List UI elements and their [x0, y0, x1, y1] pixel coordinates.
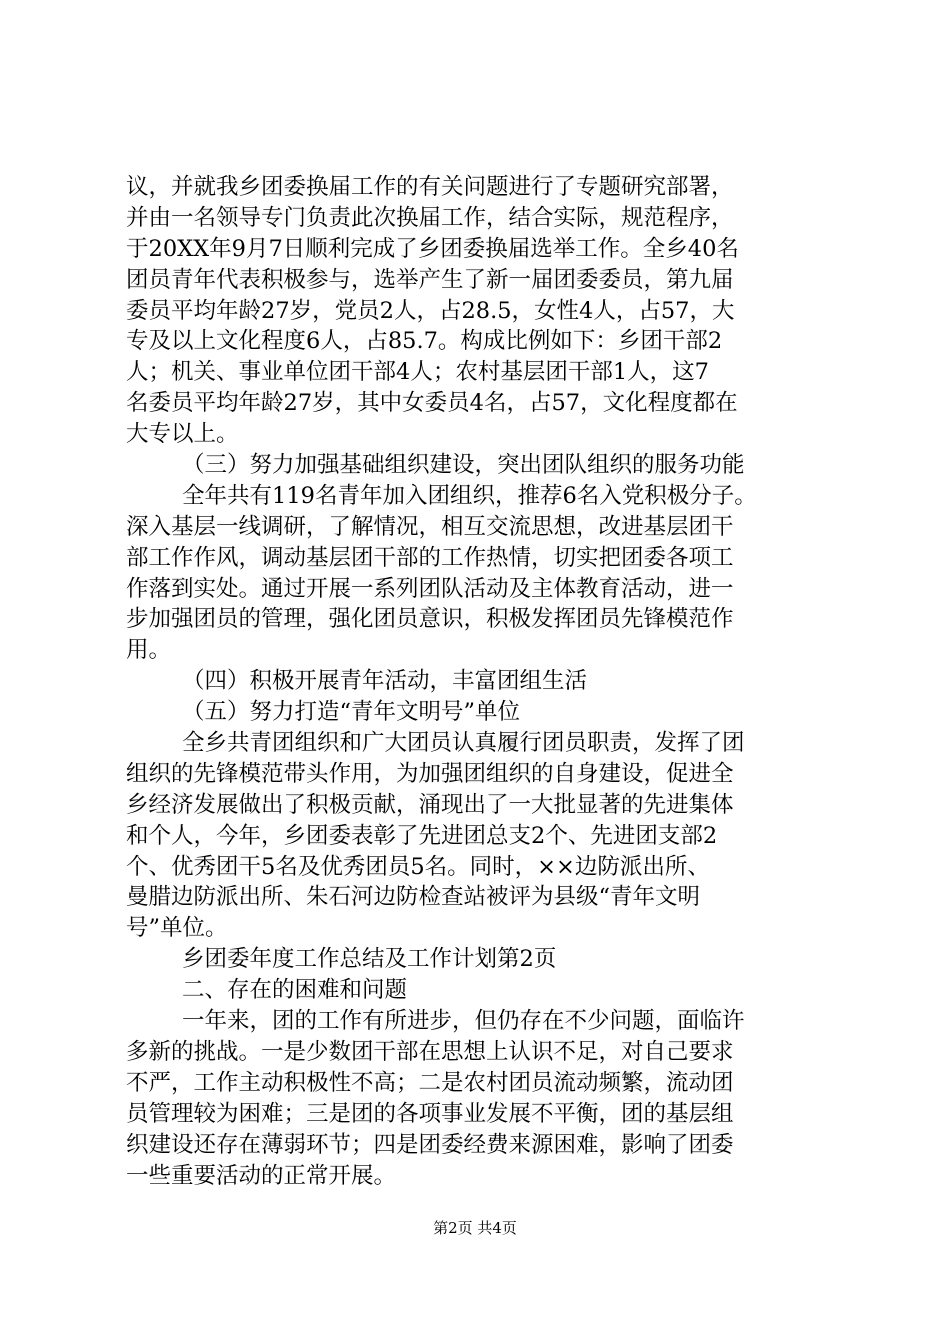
- text-line: 专及以上文化程度6人，占85.7。构成比例如下：乡团干部2: [126, 328, 723, 355]
- text-line: 不严，工作主动积极性不高；二是农村团员流动频繁，流动团: [126, 1069, 734, 1096]
- text-line: 深入基层一线调研，了解情况，相互交流思想，改进基层团干: [126, 513, 734, 540]
- document-body: [126, 172, 846, 1191]
- text-line: 织建设还存在薄弱环节；四是团委经费来源困难，影响了团委: [126, 1131, 734, 1158]
- text-line: 二、存在的困难和问题: [182, 977, 408, 1004]
- text-line: 用。: [126, 637, 172, 664]
- text-line: 号”单位。: [126, 915, 228, 942]
- text-line: （三）努力加强基础组织建设，突出团队组织的服务功能: [182, 452, 745, 479]
- text-line: 人；机关、事业单位团干部4人；农村基层团干部1人，这7: [126, 359, 709, 386]
- text-line: 议，并就我乡团委换届工作的有关问题进行了专题研究部署，: [126, 174, 734, 200]
- text-line: （五）努力打造“青年文明号”单位: [182, 699, 521, 726]
- text-line: 个、优秀团干5名及优秀团员5名。同时，××边防派出所、: [126, 853, 710, 880]
- text-line: 并由一名领导专门负责此次换届工作，结合实际，规范程序，: [126, 204, 734, 231]
- text-line: 一年来，团的工作有所进步，但仍存在不少问题，面临许: [182, 1008, 745, 1035]
- text-line: （四）积极开展青年活动，丰富团组生活: [182, 668, 588, 695]
- text-line: 名委员平均年龄27岁，其中女委员4名，占57，文化程度都在: [126, 390, 738, 417]
- text-line: 乡经济发展做出了积极贡献，涌现出了一大批显著的先进集体: [126, 791, 734, 818]
- text-line: 一些重要活动的正常开展。: [126, 1162, 397, 1189]
- text-line: 于20XX年9月7日顺利完成了乡团委换届选举工作。全乡40名: [126, 235, 739, 262]
- text-line: 乡团委年度工作总结及工作计划第2页: [182, 946, 557, 973]
- text-line: 作落到实处。通过开展一系列团队活动及主体教育活动，进一: [126, 575, 734, 602]
- text-line: 步加强团员的管理，强化团员意识，积极发挥团员先锋模范作: [126, 606, 734, 633]
- text-line: 团员青年代表积极参与，选举产生了新一届团委委员，第九届: [126, 266, 734, 293]
- text-line: 部工作作风，调动基层团干部的工作热情，切实把团委各项工: [126, 544, 734, 571]
- text-line: 全乡共青团组织和广大团员认真履行团员职责，发挥了团: [182, 730, 745, 757]
- text-line: 大专以上。: [126, 421, 239, 448]
- text-line: 组织的先锋模范带头作用，为加强团组织的自身建设，促进全: [126, 760, 734, 787]
- text-line: 多新的挑战。一是少数团干部在思想上认识不足，对自己要求: [126, 1038, 734, 1065]
- text-line: 全年共有119名青年加入团组织，推荐6名入党积极分子。: [182, 482, 757, 509]
- text-line: 曼腊边防派出所、朱石河边防检查站被评为县级“青年文明: [126, 884, 701, 911]
- text-line: 和个人，今年，乡团委表彰了先进团总支2个、先进团支部2: [126, 822, 718, 849]
- page-footer: 第2页 共4页: [433, 1219, 517, 1237]
- text-line: 员管理较为困难；三是团的各项事业发展不平衡，团的基层组: [126, 1100, 734, 1127]
- text-line: 委员平均年龄27岁，党员2人，占28.5，女性4人，占57，大: [126, 297, 735, 324]
